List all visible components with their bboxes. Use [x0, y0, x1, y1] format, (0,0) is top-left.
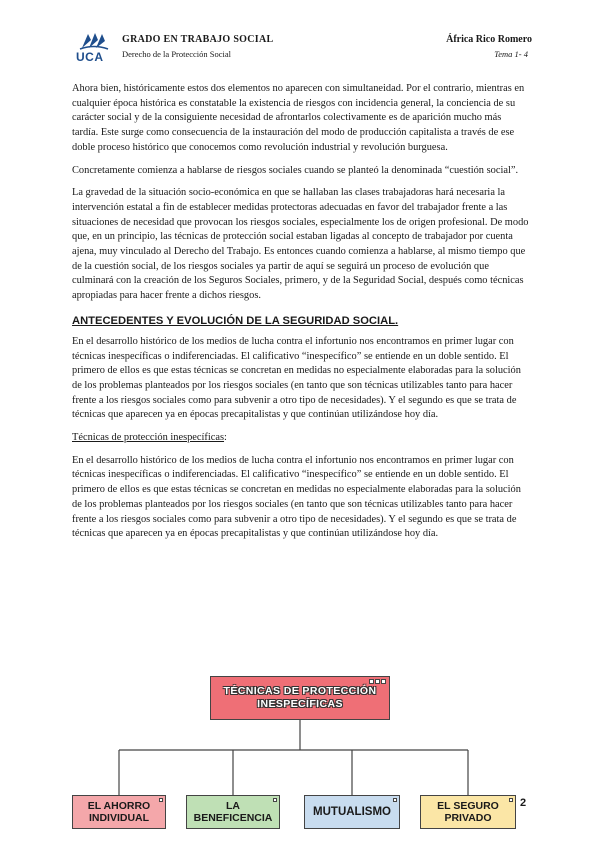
window-controls-icon [369, 679, 386, 684]
paragraph-2: Concretamente comienza a hablarse de riesgos sociales cuando se planteó la denominada “cuestión social”. [72, 164, 519, 176]
diagram-box-mutualismo [304, 795, 400, 829]
diagram-child-label: EL AHORRO INDIVIDUAL [87, 800, 151, 824]
topic-label: Tema 1- 4 [494, 49, 528, 59]
box-handle-icon [159, 798, 163, 802]
box-handle-icon [393, 798, 397, 802]
paragraph-5: En el desarrollo histórico de los medios de lucha contra el infortunio nos encontramos en primer lugar con técnicas inespecíficas o indiferenciadas. El calificativo “inespecífico” se entiende en un doble sentido. El primero de ellos es que estas técnicas se concretan en medidas no especialmente elaboradas para la solución de los problemas planteados por los riesgos sociales (en tanto que son técnicas utilizables tanto para hacer frente a los riesgos sociales como para subvenir a otro tipo de necesidades). Y el segundo es que se trata de técnicas que aparecen ya en épocas precapitalistas y que continúan utilizándose hoy día. [72, 454, 521, 540]
diagram-box-seguro [420, 795, 516, 829]
diagram-child-label: EL SEGURO PRIVADO [437, 800, 499, 824]
uca-emblem-icon [74, 30, 118, 52]
diagram-box-ahorro [72, 795, 166, 829]
uca-logo [74, 30, 118, 66]
paragraph-3: La gravedad de la situación socio-económica en que se hallaban las clases trabajadoras hará necesaria la intervención estatal a fin de establecer medidas protectoras adecuadas en favor del trabajador frente a las situaciones de necesidad que provocan los riesgos sociales, especialmente los de origen profesional. De modo que, en un principio, las técnicas de protección social estaban ligadas al concepto de trabajador por cuenta ajena, muy vinculado al Derecho del Trabajo. Es entonces cuando comienza a hablarse, al mismo tiempo que de la cuestión social, de los riesgos sociales ya partir de aquí se seguirá un proceso de evolución que culminará con la creación de los Seguros Sociales, primero, y de la Seguridad Social, después como técnicas apropiadas para hacer frente a dichos riesgos. [72, 187, 529, 302]
subheading-colon: : [224, 432, 227, 444]
page-header [74, 30, 532, 66]
diagram-child-label: LA BENEFICENCIA [193, 800, 273, 824]
page-number: 2 [520, 797, 527, 809]
section-heading: ANTECEDENTES Y EVOLUCIÓN DE LA SEGURIDAD SOCIAL. [72, 314, 399, 327]
diagram-child-label: MUTUALISMO [313, 806, 391, 818]
diagram-root-box [210, 676, 390, 720]
paragraph-4: En el desarrollo histórico de los medios de lucha contra el infortunio nos encontramos en primer lugar con técnicas inespecíficas o indiferenciadas. El calificativo “inespecífico” se entiende en un doble sentido. El primero de ellos es que estas técnicas se concretan en medidas no especialmente elaboradas para la solución de los problemas planteados por los riesgos sociales (en tanto que son técnicas utilizables tanto para hacer frente a los riesgos sociales como para subvenir a otro tipo de necesidades). Y el segundo es que se trata de técnicas que aparecen ya en épocas precapitalistas y que continúan utilizándose hoy día. [72, 335, 521, 421]
course-subtitle: Derecho de la Protección Social [122, 49, 232, 59]
paragraph-1: Ahora bien, históricamente estos dos elementos no aparecen con simultaneidad. Por el contrario, mientras en cualquier época histórica es constatable la existencia de riesgos con incidencia general, la conciencia de su carácter social y de la consiguiente necesidad de afrontarlos colectivamente es de aparición mucho más tardía. Este surge como consecuencia de la instauración del modo de producción capitalista a través de ese doble proceso histórico que conocemos como revolución industrial y revolución burguesa. [72, 83, 525, 153]
diagram-box-beneficencia [186, 795, 280, 829]
degree-title: GRADO EN TRABAJO SOCIAL [122, 34, 274, 45]
document-body [72, 82, 530, 542]
subheading-line [72, 431, 530, 446]
logo-text: UCA [76, 50, 104, 64]
box-handle-icon [509, 798, 513, 802]
subheading: Técnicas de protección inespecíficas [72, 432, 225, 444]
author-name: África Rico Romero [446, 34, 532, 45]
box-handle-icon [273, 798, 277, 802]
diagram-root-label: TÉCNICAS DE PROTECCIÓN INESPECÍFICAS [223, 685, 377, 710]
